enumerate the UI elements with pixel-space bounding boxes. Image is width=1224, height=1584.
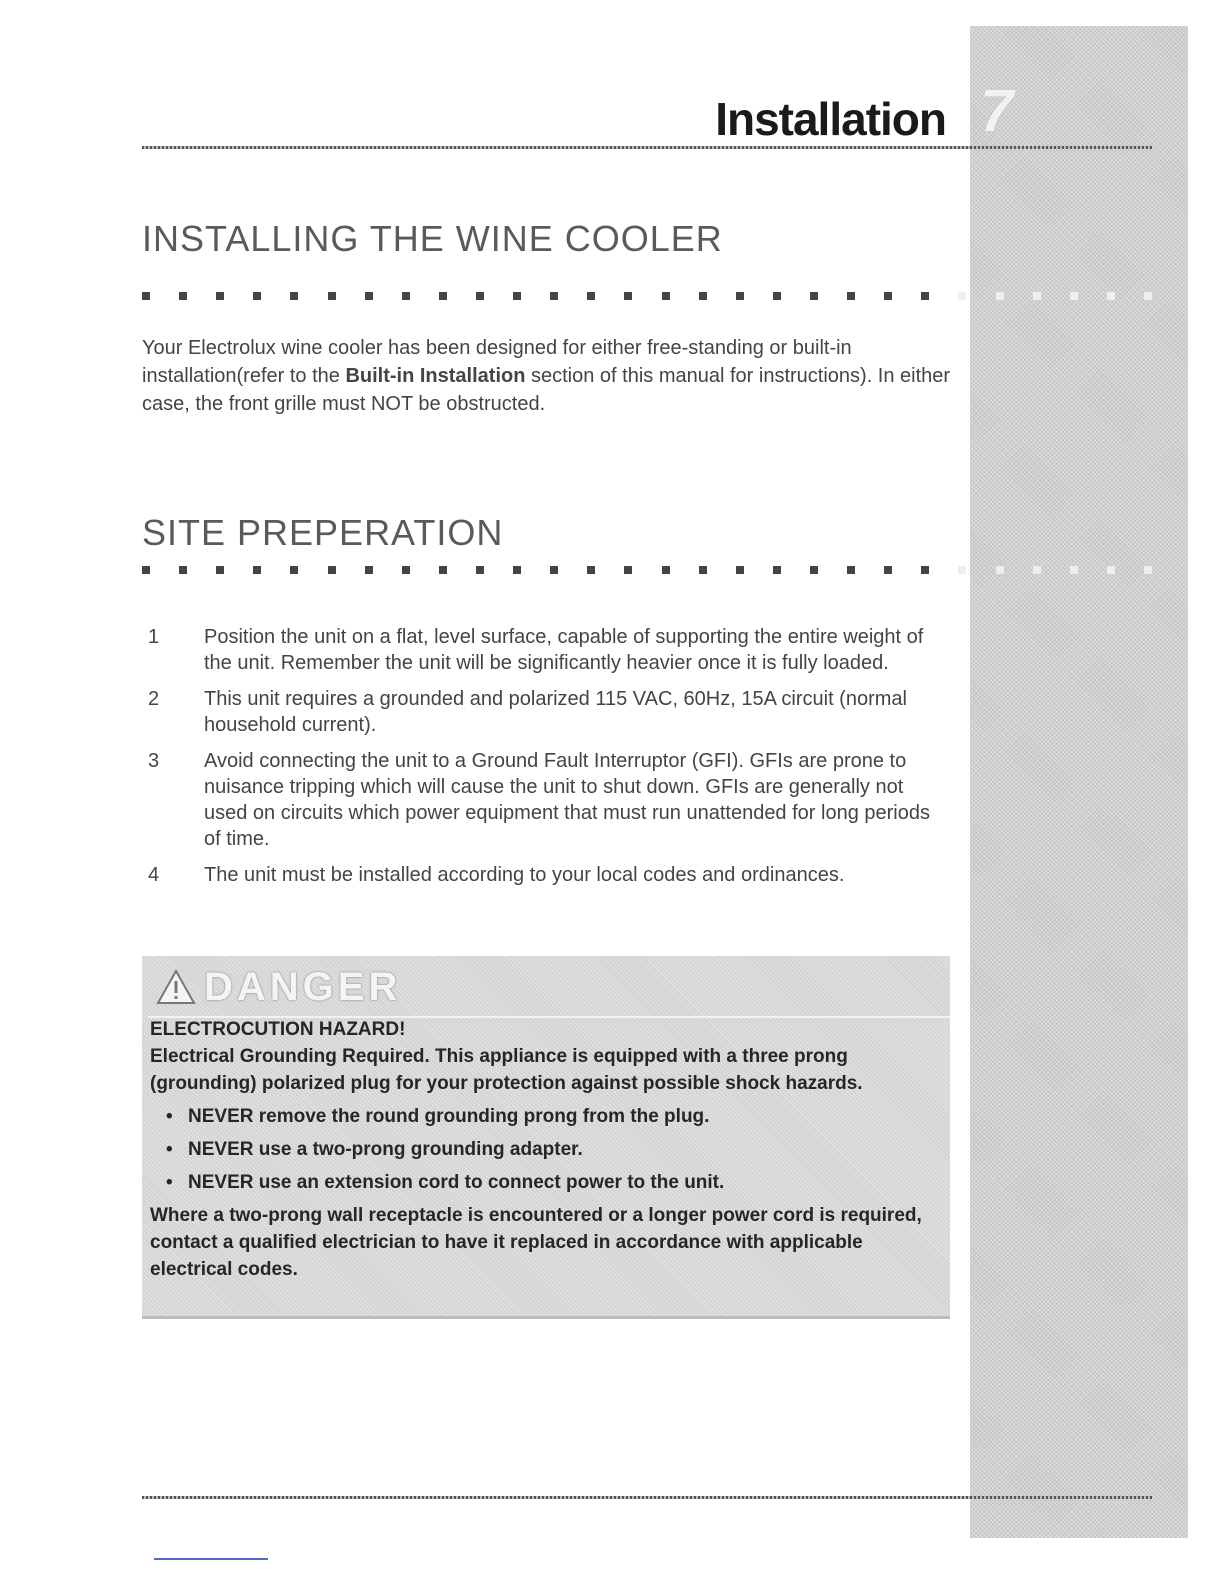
list-item	[142, 862, 952, 888]
bullet-icon: •	[166, 1106, 173, 1127]
list-item	[142, 748, 952, 852]
section-heading-installing: INSTALLING THE WINE COOLER	[142, 218, 723, 259]
danger-label: DANGER	[204, 964, 402, 1009]
step-number: 2	[148, 688, 160, 710]
intro-text-continued: section of this manual for instructions). In either case, the front grille must NOT be obstructed.	[142, 365, 951, 415]
step-text: This unit requires a grounded and polarized 115 VAC, 60Hz, 15A circuit (normal household current).	[204, 688, 907, 736]
footer-rule	[142, 1496, 1152, 1499]
list-item	[150, 1136, 946, 1163]
bullet-icon: •	[166, 1139, 173, 1160]
hazard-title: ELECTROCUTION HAZARD!	[150, 1019, 406, 1040]
danger-header	[156, 964, 401, 1010]
header-rule	[142, 146, 1152, 149]
list-item	[150, 1103, 946, 1130]
step-text: Avoid connecting the unit to a Ground Fault Interruptor (GFI). GFIs are prone to nuisance tripping which will cause the unit to shut down. GFIs are generally not used on circuits which power equipment that must run unattended for long periods of time.	[204, 750, 930, 850]
page-number: 7	[980, 77, 1014, 144]
bullet-text: NEVER use a two-prong grounding adapter.	[188, 1139, 583, 1160]
bullet-text: NEVER remove the round grounding prong from the plug.	[188, 1106, 710, 1127]
dot-divider	[142, 566, 1152, 576]
intro-paragraph	[142, 334, 952, 418]
step-number: 4	[148, 864, 160, 886]
danger-warning-box	[142, 956, 950, 1319]
page-header-title: Installation	[715, 93, 946, 145]
built-in-installation-reference: Built-in Installation	[345, 365, 526, 387]
site-preparation-steps	[142, 624, 952, 898]
hazard-bullets	[150, 1103, 946, 1196]
step-text: The unit must be installed according to your local codes and ordinances.	[204, 864, 845, 886]
hazard-intro: Electrical Grounding Required. This appliance is equipped with a three prong (grounding) polarized plug for your protection against possible shock hazards.	[150, 1046, 863, 1094]
step-text: Position the unit on a flat, level surface, capable of supporting the entire weight of the unit. Remember the unit will be significantly heavier once it is fully loaded.	[204, 626, 924, 674]
list-item	[150, 1169, 946, 1196]
intro-text: Your Electrolux wine cooler has been designed for either free-standing or built-in installation(refer to the	[142, 337, 852, 387]
warning-triangle-icon	[156, 969, 196, 1005]
list-item	[142, 686, 952, 738]
footer-link-underline	[154, 1558, 268, 1560]
hazard-closing: Where a two-prong wall receptacle is encountered or a longer power cord is required, contact a qualified electrician to have it replaced in accordance with applicable electrical codes.	[150, 1205, 922, 1280]
section-heading-site-preparation: SITE PREPERATION	[142, 512, 504, 553]
dot-divider	[142, 292, 1152, 302]
step-number: 3	[148, 750, 160, 772]
bullet-text: NEVER use an extension cord to connect power to the unit.	[188, 1172, 725, 1193]
danger-content	[150, 1016, 946, 1283]
side-tab-strip	[970, 26, 1188, 1538]
step-number: 1	[148, 626, 160, 648]
bullet-icon: •	[166, 1172, 173, 1193]
list-item	[142, 624, 952, 676]
